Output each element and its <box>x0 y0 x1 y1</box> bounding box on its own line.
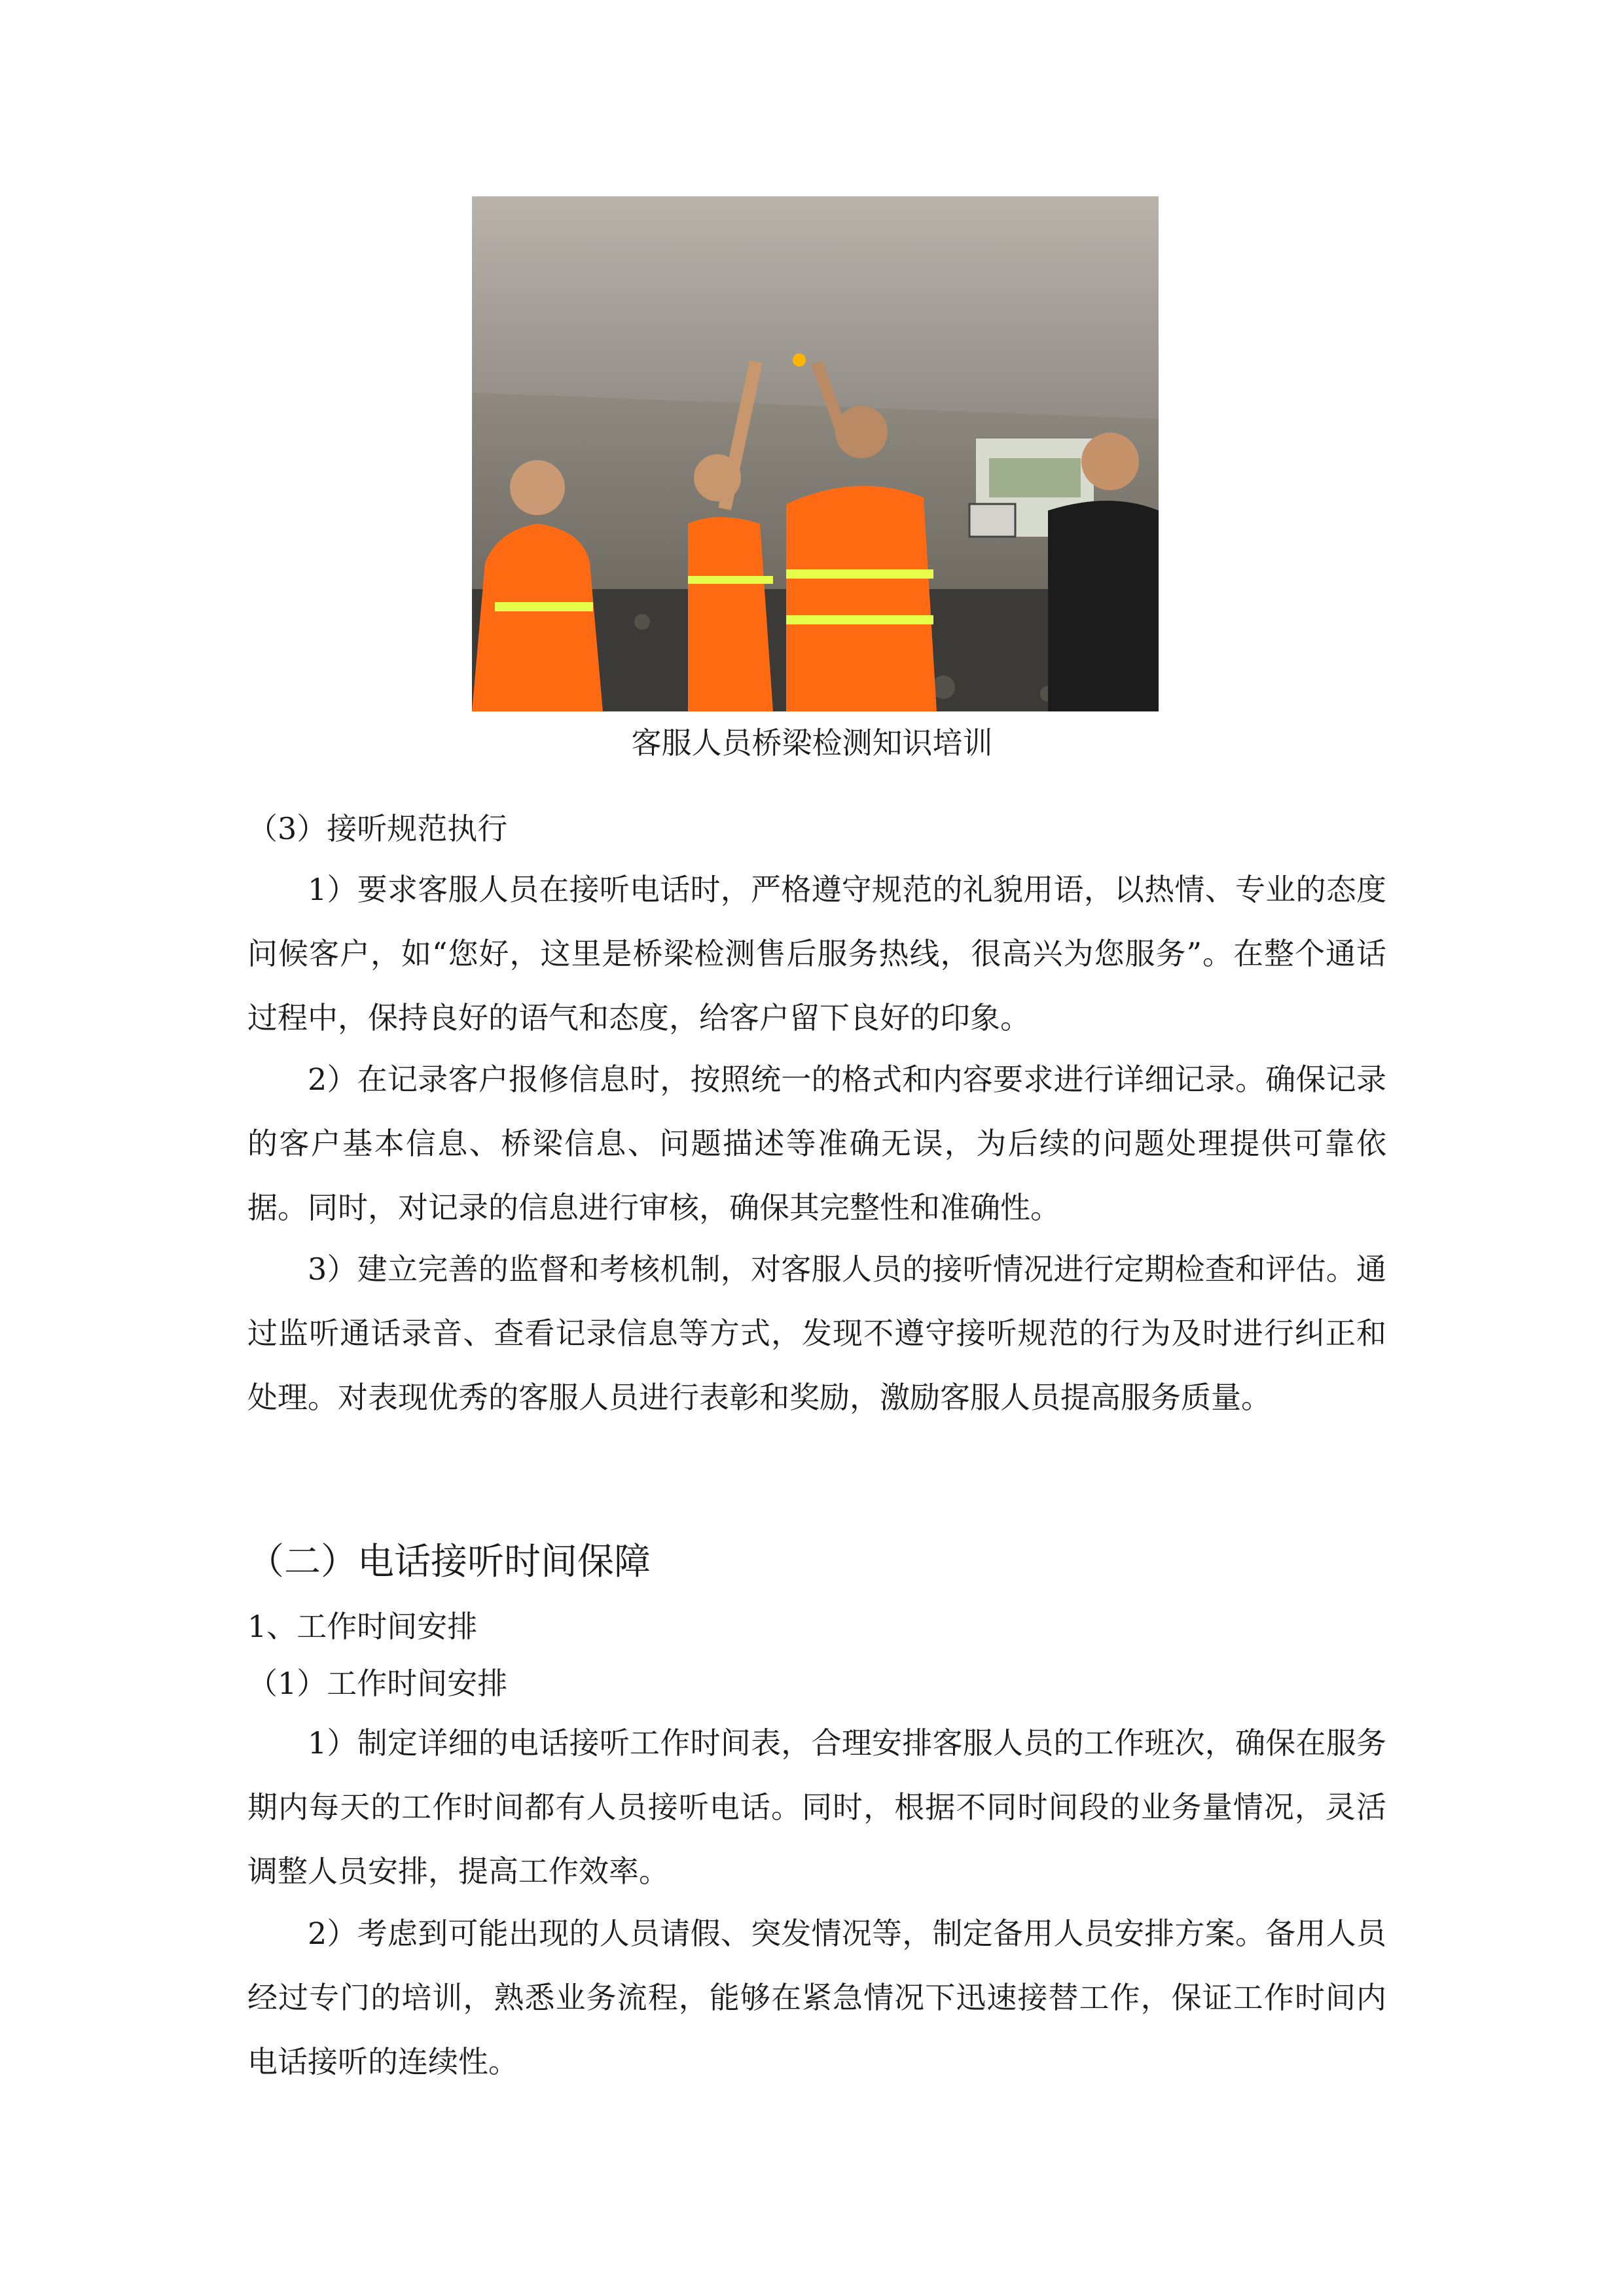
paragraph-recording: 2）在记录客户报修信息时，按照统一的格式和内容要求进行详细记录。确保记录的客户基本信息、桥梁信息、问题描述等准确无误，为后续的问题处理提供可靠依据。同时，对记录的信息进行审核，确保其完整性和准确性。 <box>247 1062 1386 1225</box>
paragraph-backup-staff: 2）考虑到可能出现的人员请假、突发情况等，制定备用人员安排方案。备用人员经过专门的培训，熟悉业务流程，能够在紧急情况下迅速接替工作，保证工作时间内电话接听的连续性。 <box>247 1916 1386 2079</box>
chapter-heading-answer-time: （二）电话接听时间保障 <box>247 1541 651 1583</box>
sub-heading-work-schedule: 1、工作时间安排 <box>247 1609 478 1644</box>
section-title-answer-standards: （3）接听规范执行 <box>247 811 508 846</box>
photo-illustration <box>472 196 1159 711</box>
bridge-inspection-photo <box>472 196 1159 711</box>
paragraph-supervision: 3）建立完善的监督和考核机制，对客服人员的接听情况进行定期检查和评估。通过监听通话录音、查看记录信息等方式，发现不遵守接听规范的行为及时进行纠正和处理。对表现优秀的客服人员进行表彰和奖励，激励客服人员提高服务质量。 <box>247 1251 1386 1415</box>
sub-sub-heading-work-schedule: （1）工作时间安排 <box>247 1666 508 1701</box>
paragraph-timetable: 1）制定详细的电话接听工作时间表，合理安排客服人员的工作班次，确保在服务期内每天的工作时间都有人员接听电话。同时，根据不同时间段的业务量情况，灵活调整人员安排，提高工作效率。 <box>247 1725 1386 1889</box>
paragraph-etiquette: 1）要求客服人员在接听电话时，严格遵守规范的礼貌用语，以热情、专业的态度问候客户，如“您好，这里是桥梁检测售后服务热线，很高兴为您服务”。在整个通话过程中，保持良好的语气和态度，给客户留下良好的印象。 <box>247 872 1386 1035</box>
photo-caption: 客服人员桥梁检测知识培训 <box>631 725 993 761</box>
